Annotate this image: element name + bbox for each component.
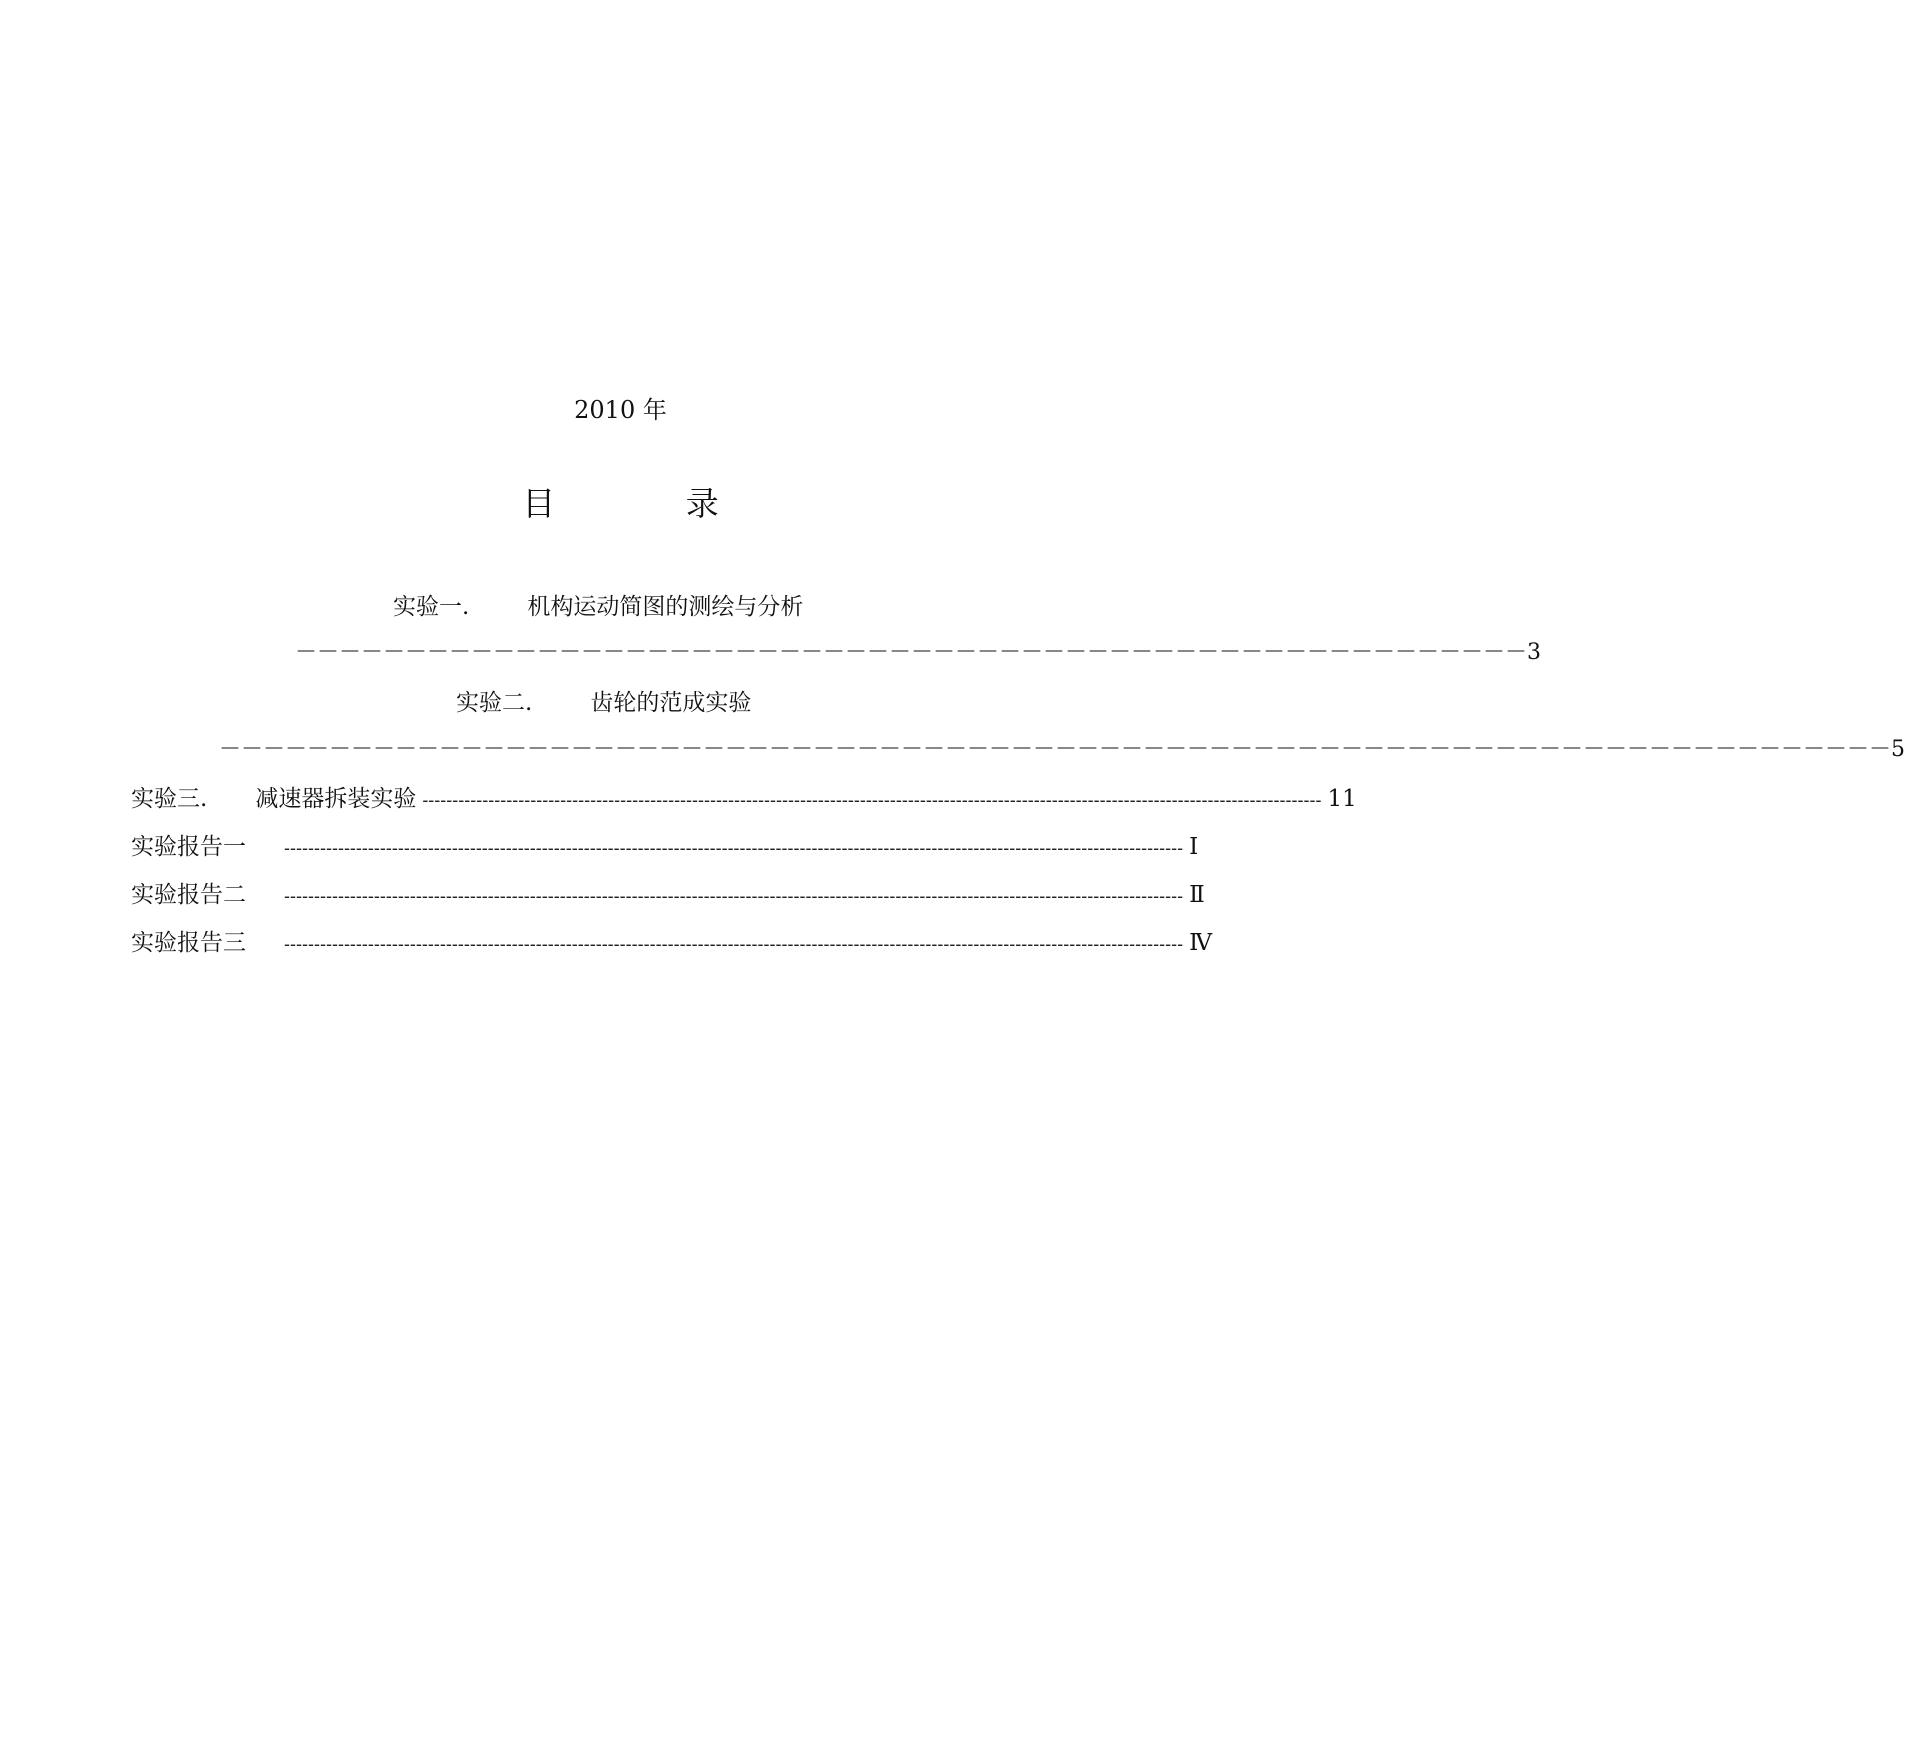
document-year: 2010 年: [574, 396, 667, 424]
toc-entry-4-page: Ⅰ: [1189, 834, 1199, 860]
toc-entry-2-title: 齿轮的范成实验: [590, 690, 752, 716]
toc-entry-3-leader: ------------------------------------------------------------------------------------------------------------------------------------------------------: [422, 790, 1322, 810]
toc-entry-2-leader: －－－－－－－－－－－－－－－－－－－－－－－－－－－－－－－－－－－－－－－－－－－－－－－－－－－－－－－－－－－－－－－－－－－－－－－－－－－－5: [219, 737, 1905, 762]
toc-entry-6-page: Ⅳ: [1189, 930, 1213, 956]
toc-entry-1[interactable]: [393, 588, 803, 621]
toc-entry-3[interactable]: [131, 780, 1357, 812]
toc-entry-2-label: 实验二.: [456, 690, 533, 716]
toc-entry-5[interactable]: [131, 876, 1205, 908]
toc-heading: 目 录: [522, 484, 779, 523]
toc-entry-4[interactable]: [131, 828, 1199, 860]
toc-entry-5-label: 实验报告二: [131, 882, 246, 908]
toc-entry-6-label: 实验报告三: [131, 930, 246, 956]
toc-entry-3-page: 11: [1327, 786, 1357, 812]
toc-entry-6-leader: ------------------------------------------------------------------------------------------------------------------------------------------------------: [284, 934, 1184, 954]
toc-entry-4-leader: ------------------------------------------------------------------------------------------------------------------------------------------------------: [284, 838, 1184, 858]
toc-entry-3-label: 实验三.: [131, 786, 208, 812]
toc-entry-1-title: 机构运动简图的测绘与分析: [527, 594, 804, 620]
toc-entry-6[interactable]: [131, 924, 1213, 956]
toc-entry-5-leader: ------------------------------------------------------------------------------------------------------------------------------------------------------: [284, 886, 1184, 906]
toc-entry-4-label: 实验报告一: [131, 834, 246, 860]
toc-entry-1-label: 实验一.: [393, 594, 470, 620]
toc-entry-2-page: 5: [1891, 737, 1905, 762]
toc-entry-1-leader: －－－－－－－－－－－－－－－－－－－－－－－－－－－－－－－－－－－－－－－－－－－－－－－－－－－－－－－－3: [295, 640, 1542, 665]
toc-entry-2[interactable]: [456, 684, 751, 717]
toc-entry-1-page: 3: [1527, 640, 1542, 665]
toc-entry-5-page: Ⅱ: [1189, 882, 1205, 908]
toc-entry-3-title: 减速器拆装实验: [255, 786, 417, 812]
